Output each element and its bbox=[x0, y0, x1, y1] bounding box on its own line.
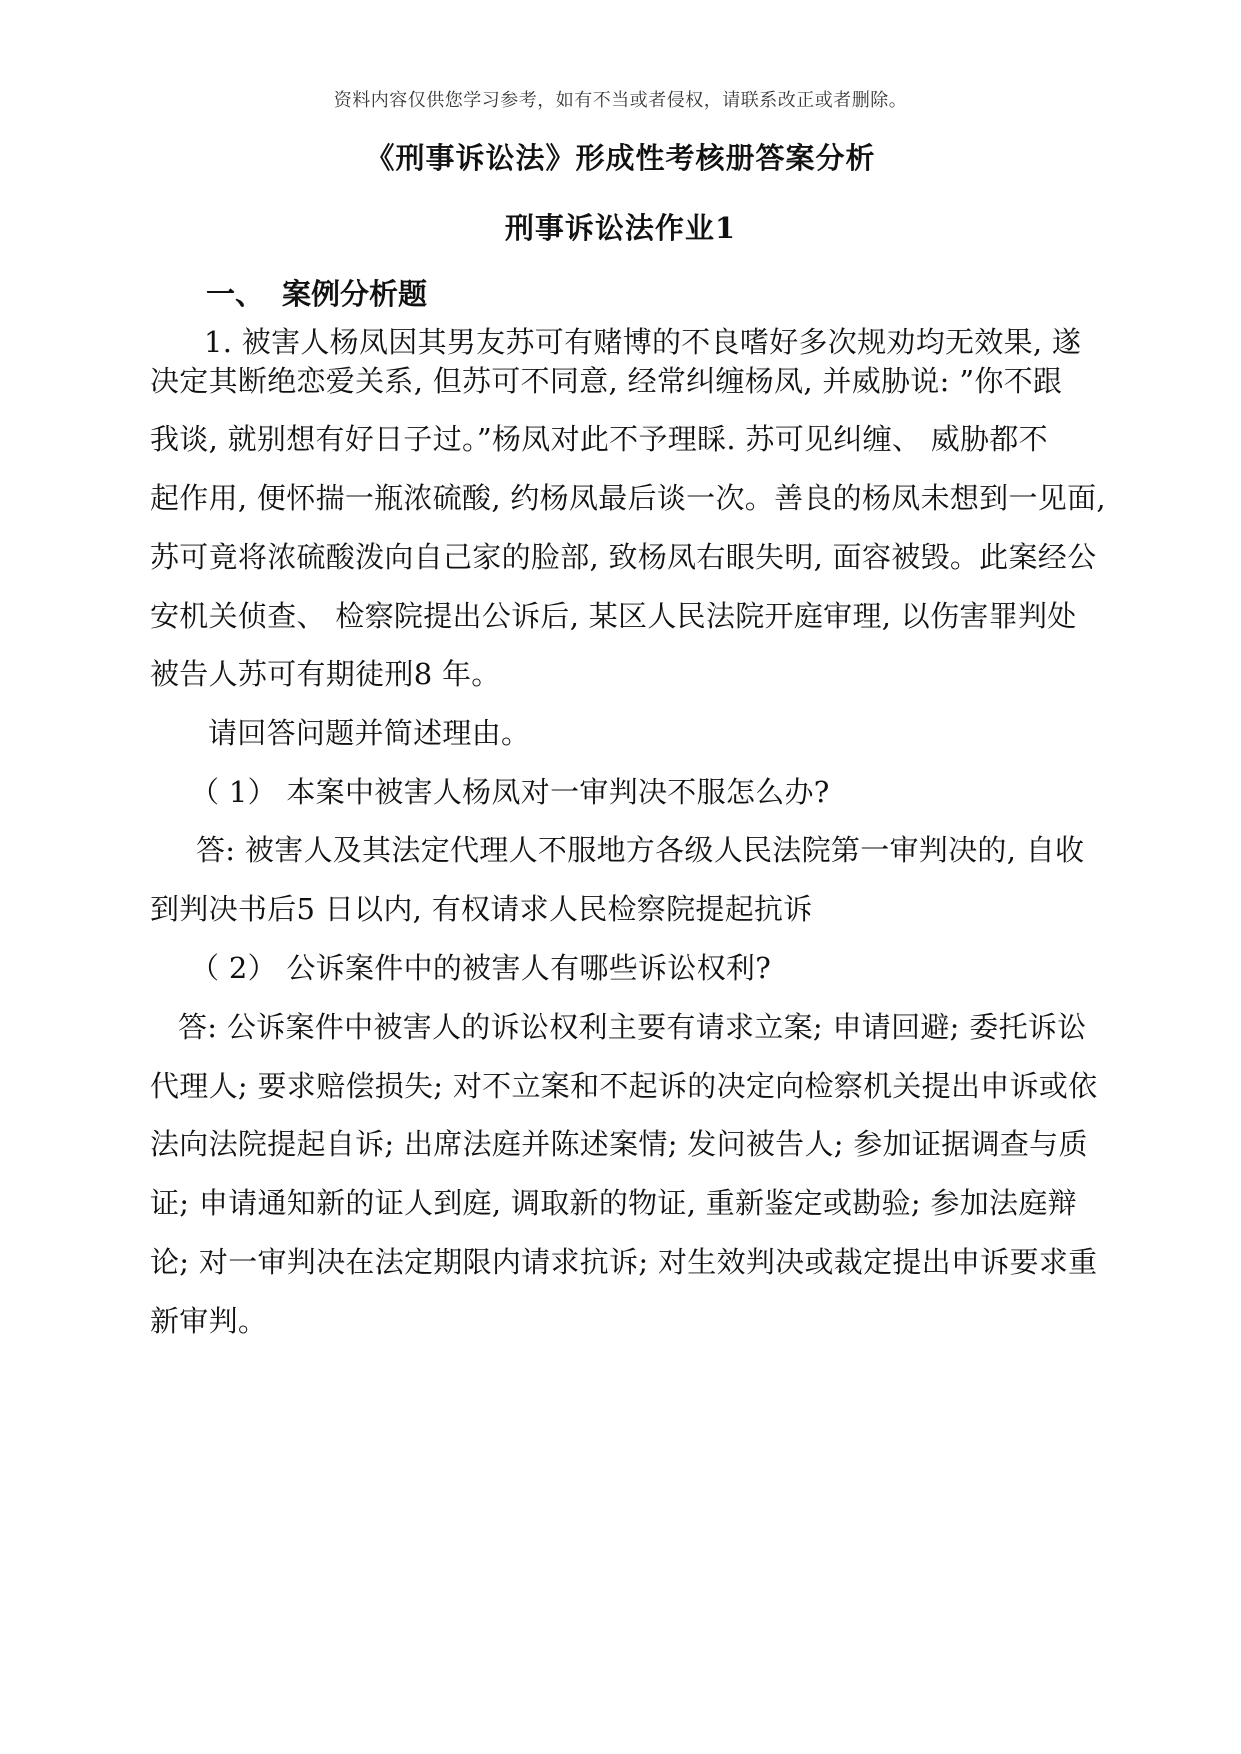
section-title: 案例分析题 bbox=[282, 277, 428, 311]
section-heading bbox=[206, 272, 427, 313]
answer-line: 答: 公诉案件中被害人的诉讼权利主要有请求立案; 申请回避; 委托诉讼 bbox=[178, 1010, 1087, 1044]
answer-line: 新审判。 bbox=[150, 1304, 268, 1338]
paragraph-line: 决定其断绝恋爱关系, 但苏可不同意, 经常纠缠杨凤, 并威胁说: ”你不跟 bbox=[150, 364, 1063, 398]
question-line: （ 1） 本案中被害人杨凤对一审判决不服怎么办? bbox=[190, 775, 830, 809]
disclaimer-header: 资料内容仅供您学习参考，如有不当或者侵权，请联系改正或者删除。 bbox=[333, 90, 908, 111]
document-title: 《刑事诉讼法》形成性考核册答案分析 bbox=[365, 141, 876, 175]
answer-line: 论; 对一审判决在法定期限内请求抗诉; 对生效判决或裁定提出申诉要求重 bbox=[150, 1245, 1098, 1279]
answer-line: 代理人; 要求赔偿损失; 对不立案和不起诉的决定向检察机关提出申诉或依 bbox=[150, 1069, 1098, 1103]
paragraph-line: 起作用, 便怀揣一瓶浓硫酸, 约杨凤最后谈一次。善良的杨凤未想到一见面, bbox=[150, 481, 1106, 515]
paragraph-line: 安机关侦查、 检察院提出公诉后, 某区人民法院开庭审理, 以伤害罪判处 bbox=[150, 599, 1077, 633]
instruction-line: 请回答问题并简述理由。 bbox=[208, 716, 531, 750]
paragraph-line: 我谈, 就别想有好日子过。”杨凤对此不予理睬. 苏可见纠缠、 威胁都不 bbox=[150, 422, 1048, 456]
question-line: （ 2） 公诉案件中的被害人有哪些诉讼权利? bbox=[190, 951, 772, 985]
answer-line: 证; 申请通知新的证人到庭, 调取新的物证, 重新鉴定或勘验; 参加法庭辩 bbox=[150, 1186, 1077, 1220]
paragraph-line: 1. 被害人杨凤因其男友苏可有赌博的不良嗜好多次规劝均无效果, 遂 bbox=[204, 325, 1082, 359]
section-number: 一、 bbox=[206, 277, 265, 311]
paragraph-line: 被告人苏可有期徒刑8 年。 bbox=[150, 657, 501, 691]
answer-line: 答: 被害人及其法定代理人不服地方各级人民法院第一审判决的, 自收 bbox=[196, 833, 1085, 867]
paragraph-line: 苏可竟将浓硫酸泼向自己家的脸部, 致杨凤右眼失明, 面容被毁。此案经公 bbox=[150, 540, 1097, 574]
document-subtitle: 刑事诉讼法作业1 bbox=[504, 211, 737, 245]
answer-line: 法向法院提起自诉; 出席法庭并陈述案情; 发问被告人; 参加证据调查与质 bbox=[150, 1127, 1088, 1161]
answer-line: 到判决书后5 日以内, 有权请求人民检察院提起抗诉 bbox=[150, 892, 813, 926]
